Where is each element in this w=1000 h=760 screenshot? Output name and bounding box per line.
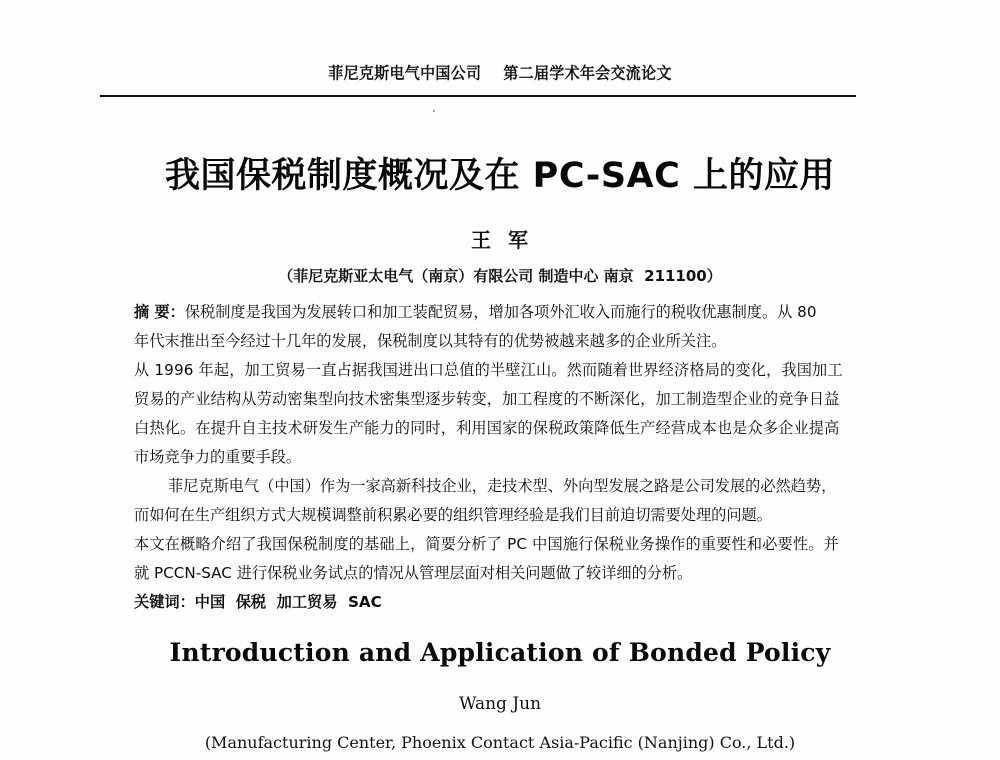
abstract-label: 摘 要：: [134, 303, 185, 321]
running-header-text: 菲尼克斯电气中国公司 第二届学术年会交流论文: [328, 63, 672, 83]
abstract-line-text: 从 1996 年起，加工贸易一直占据我国进出口总值的半壁江山。然而随着世界经济格局的变化，我国加工: [134, 361, 843, 379]
abstract-body: [134, 298, 876, 617]
abstract-line-text: 白热化。在提升自主技术研发生产能力的同时，利用国家的保税政策降低生产经营成本也是众多企业提高: [134, 419, 840, 437]
scan-artifact-speck: [433, 110, 435, 112]
author-name-english: Wang Jun: [458, 694, 542, 714]
abstract-line: [134, 356, 876, 385]
abstract-line: [134, 385, 876, 414]
abstract-line-text: 就 PCCN-SAC 进行保税业务试点的情况从管理层面对相关问题做了较详细的分析。: [134, 564, 693, 582]
abstract-line-text: 市场竞争力的重要手段。: [134, 448, 302, 466]
abstract-line: [134, 443, 876, 472]
abstract-line: [134, 530, 876, 559]
keywords-line: [134, 588, 876, 617]
abstract-line: [134, 298, 876, 327]
running-header: [0, 62, 1000, 83]
page-title: 我国保税制度概况及在 PC-SAC 上的应用: [164, 156, 836, 196]
abstract-line: [134, 327, 876, 356]
abstract-line-text: 保税制度是我国为发展转口和加工装配贸易，增加各项外汇收入而施行的税收优惠制度。从 80: [184, 303, 817, 321]
keywords-value: 中国 保税 加工贸易 SAC: [194, 593, 382, 611]
abstract-line-text: 而如何在生产组织方式大规模调整前积累必要的组织管理经验是我们目前迫切需要处理的问题。: [134, 506, 772, 524]
abstract-line-text: 菲尼克斯电气（中国）作为一家高新科技企业，走技术型、外向型发展之路是公司发展的必然趋势，: [168, 477, 837, 495]
abstract-line-text: 本文在概略介绍了我国保税制度的基础上，简要分析了 PC 中国施行保税业务操作的重要性和必要性。并: [134, 535, 839, 553]
abstract-line-text: 贸易的产业结构从劳动密集型向技术密集型逐步转变，加工程度的不断深化，加工制造型企业的竞争日益: [134, 390, 840, 408]
author-name-chinese: 王 军: [471, 228, 529, 252]
abstract-line: [134, 501, 876, 530]
keywords-label: 关键词：: [134, 593, 195, 611]
page-title-english: Introduction and Application of Bonded Policy: [169, 638, 831, 667]
abstract-line: [134, 414, 876, 443]
abstract-line: [134, 559, 876, 588]
author-affiliation-chinese: （菲尼克斯亚太电气（南京）有限公司 制造中心 南京 211100）: [278, 267, 722, 285]
abstract-line: [134, 472, 876, 501]
author-affiliation-english: (Manufacturing Center, Phoenix Contact Asia-Pacific (Nanjing) Co., Ltd.): [204, 733, 796, 752]
abstract-line-text: 年代末推出至今经过十几年的发展，保税制度以其特有的优势被越来越多的企业所关注。: [134, 332, 727, 350]
header-divider-rule: [100, 95, 856, 97]
